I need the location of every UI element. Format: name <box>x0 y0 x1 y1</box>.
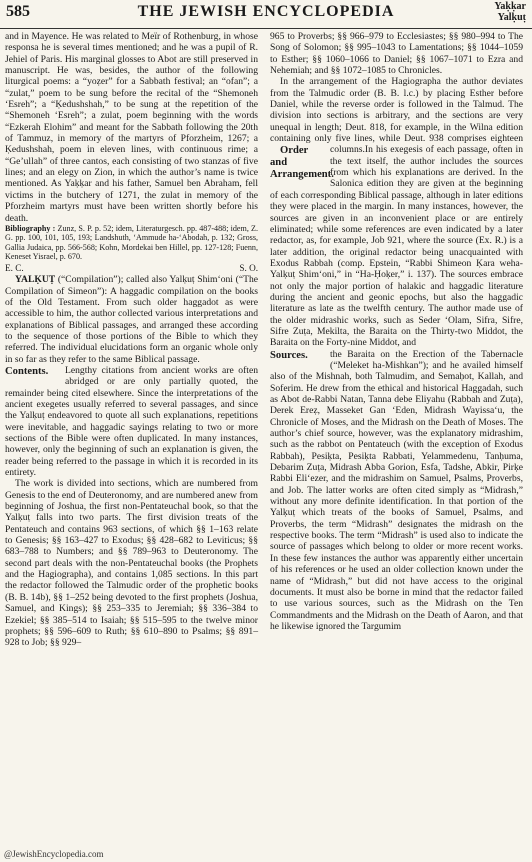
footer-link[interactable]: @JewishEncyclopedia.com <box>4 849 104 859</box>
left-column <box>5 31 258 649</box>
side-heading-sources: Sources. <box>270 349 308 361</box>
article-signature <box>5 263 258 274</box>
hagiographa-paragraph <box>270 76 523 348</box>
page-title: THE JEWISH ENCYCLOPEDIA <box>137 3 395 20</box>
bibliography-text: Zunz, S. P. p. 52; idem, Literaturgesch. pp. 487-488; idem, Z. G. pp. 100, 101, 105, 193; Landshuth, ‘Ammude ha-‘Abodah, p. 132; Gross, Gallia Judaica, pp. 566-568; Kohn, Mordekai ben Hillel, pp. 127-128; Fuenn, Keneset Yisrael, p. 670. <box>5 223 259 262</box>
side-heading-contents: Contents. <box>5 365 49 377</box>
signature-left: E. C. <box>5 262 24 273</box>
page-number: 585 <box>6 3 30 20</box>
bibliography <box>5 224 258 262</box>
sources-text: the Baraita on the Erection of the Tabernacle (“Meleket ha-Mishkan”); and he availed himself also of the Mishnah, both Talmudim, and Semaḥot, Kallah, and Soferim. He drew from the ethical and historical Haggadah, such as Abot de-Rabbi Natan, Tanna debe Eliyahu (Rabbah and Zuṭa), Derek Ereẓ, Masseket Gan ‘Eden, Midrash Wayissa‘u, the Chronicle of Moses, and the Midrash on the Death of Moses. The author’s chief source, however, was the explanatory midrashim, such as the rabbot on Pentateuch (with the exception of Exodus Rabbah), Pesiḳta, Pesiḳta Rabbati, Yelammedenu, Tanḥuma, Debarim Zuṭa, Midrash Abba Gorion, Esfa, Tadshe, Abkir, Pirḳe Rabbi Eli‘ezer, and the midrashim on Samuel, Psalms, Proverbs, and Job. The latter works are often cited simply as “Midrash,” without any more definite identification. In that portion of the Yalḳuṭ which treats of the books of Samuel, Psalms, and Proverbs, the term “Midrash” designates the midrash on the respective books. The term “Midrash” is used also to indicate the source of passages which belong to older or more recent works. In these few instances the author was apparently either uncertain of his references or he used an older collection known under the name of “Midrash,” but did not have access to the original documents. It must also be borne in mind that the redactor failed to use various sources, such as the Midrash on the Ten Commandments and the Midrash on the Death of Aaron, and that he likewise ignored the Targumim <box>270 348 523 632</box>
page-header <box>0 0 532 29</box>
contents-text: Lengthy citations from ancient works are often abridged or are only partially quoted, the remainder being cited elsewhere. Since the interpretations of the ancient exegetes usually referred to several passages, and since the Yalḳuṭ endeavored to quote all such explanations, repetitions were inevitable, and haggadic sayings relating to two or more sections of the Bible were often duplicated. In many instances, however, only the beginning of such an explanation is given, the reader being referred to the passage in which it is recorded in its entirety. <box>5 364 258 479</box>
running-head <box>494 1 526 23</box>
sources-paragraph <box>270 349 523 633</box>
footer <box>4 849 104 859</box>
yalkut-article-intro <box>5 274 258 365</box>
sections-continued: 965 to Proverbs; §§ 966–979 to Ecclesiastes; §§ 980–994 to The Song of Solomon; §§ 995–1043 to Lamentations; §§ 1044–1059 to Esther; §§ 1060–1066 to Daniel; §§ 1067–1071 to Ezra and Nehemiah; and §§ 1072–1085 to Chronicles. <box>270 31 523 77</box>
yakkar-article-text: and in Mayence. He was related to Meïr of Rothenburg, in whose responsa he is several times mentioned; and he was a pupil of R. Jehiel of Paris. His marginal glosses to Abot are still preserved in manuscript. He was, besides, the author of the following liturgical poems: a “yoẓer” for a Sabbath festival; an “ofan”; a “zulat,” poem to be sung before the recital of the “Shemoneh ‘Esreh”; a “Ḳedushshah,” to be sung at the repetition of the “Shemoneh ‘Esreh”; a zulat, poem beginning with the words “Ezkerah Elohim” and meant for the Sabbath following the 20th of Tammuz, in memory of the martyrs of Pforzheim, 1267; a Ḳedushshah, poem in eleven lines, with continuous rime; a “Ge’ullah” of three cantos, each consisting of two stanzas of five lines; and an elegy on Zion, in which the author’s name is twice mentioned. As Yaḳḳar and his father, Samuel ben Abraham, fell victims in the butchery of 1271, the zulat in memory of the Pforzheim martyrs must have been written shortly before his death. <box>5 31 258 224</box>
hagiographa-text-b: In his exegesis of each passage, often in the text itself, the author includes the sources from which his explanations are derived. In the Salonica edition they are given at the beginning of each corresponding Biblical passage, although in later editions they were placed in the margin. In many instances, however, the sources are given in an inconvenient place or are entirely eliminated; while some references are even indicated by a later redactor, as, for example, Job 921, where the source (Ex. R.) is a later addition, the original redactor being unacquainted with Exodus Rabbah (comp. Epstein, “Rabbi Shimeon Ḳara weha-Yalḳuṭ Shim‘oni,” in “Ha-Ḥoḳer,” i. 137). The sources embrace not only the major portion of halakic and haggadic literature during the ancient and geonic epochs, but also the haggadic literature as late as the twelfth century. The author made use of the older midrashic works, such as Seder ‘Olam, Sifra, Sifre, Sifre Zuṭa, Mekilta, the Baraita on the Thirty-two Middot, the Baraita on the Forty-nine Middot, and <box>270 144 523 349</box>
contents-paragraph <box>5 365 258 478</box>
right-column <box>270 31 523 632</box>
hagiographa-text-a: In the arrangement of the Hagiographa the author deviates from the Talmudic order (B. B. l.c.) by placing Esther before Daniel, while the reverse order is followed in the Talmud. The division into sections is arbitrary, and the sections are very unequal in length; Deut. 818, for example, in the Wilna edition containing only five lines, while Deut. 938 comprises eighteen columns. <box>270 76 523 156</box>
side-heading-order: Order and Arrangement. <box>270 145 334 181</box>
bibliography-label: Bibliography : <box>5 223 56 233</box>
signature-right: S. O. <box>239 262 258 273</box>
yalkut-intro-text: (“Compilation”); called also Yalḳuṭ Shim‘oni (“The Compilation of Simeon”): A haggadic compilation on the books of the Old Testament. From such older haggadot as were accessible to him, the author collected various interpretations and explanations of Biblical passages, and arranged these according to the sequence of those portions of the Bible to which they referred. The individual elucidations form an organic whole only in so far as they refer to the same Biblical passage. <box>5 274 259 365</box>
yalkut-article-title: YALḲUṬ <box>15 274 56 286</box>
sections-paragraph: The work is divided into sections, which are numbered from Genesis to the end of Deuteronomy, and are numbered anew from beginning of Joshua, the first non-Pentateuchal book, so that the Yalḳuṭ falls into two parts. The first division treats of the Pentateuch and contains 963 sections, of which §§ 1–163 relate to Genesis; §§ 163–427 to Exodus; §§ 428–682 to Leviticus; §§ 683–788 to Numbers; and §§ 789–963 to Deuteronomy. The second part deals with the non-Pentateuchal books (the Prophets and the Hagiographa), and contains 1,085 sections. In this part the redactor followed the Talmudic order of the prophetic books (B. B. 14b), §§ 1–252 being devoted to the first prophets (Joshua, Samuel, and Kings); §§ 253–335 to Jeremiah; §§ 336–384 to Ezekiel; §§ 385–514 to Isaiah; §§ 515–595 to the twelve minor prophets; §§ 596–609 to Ruth; §§ 610–890 to Psalms; §§ 891–928 to Job; §§ 929– <box>5 478 258 649</box>
running-head-last: Yalḳuṭ <box>497 12 526 23</box>
running-head-first: Yaḳḳar <box>494 1 526 12</box>
